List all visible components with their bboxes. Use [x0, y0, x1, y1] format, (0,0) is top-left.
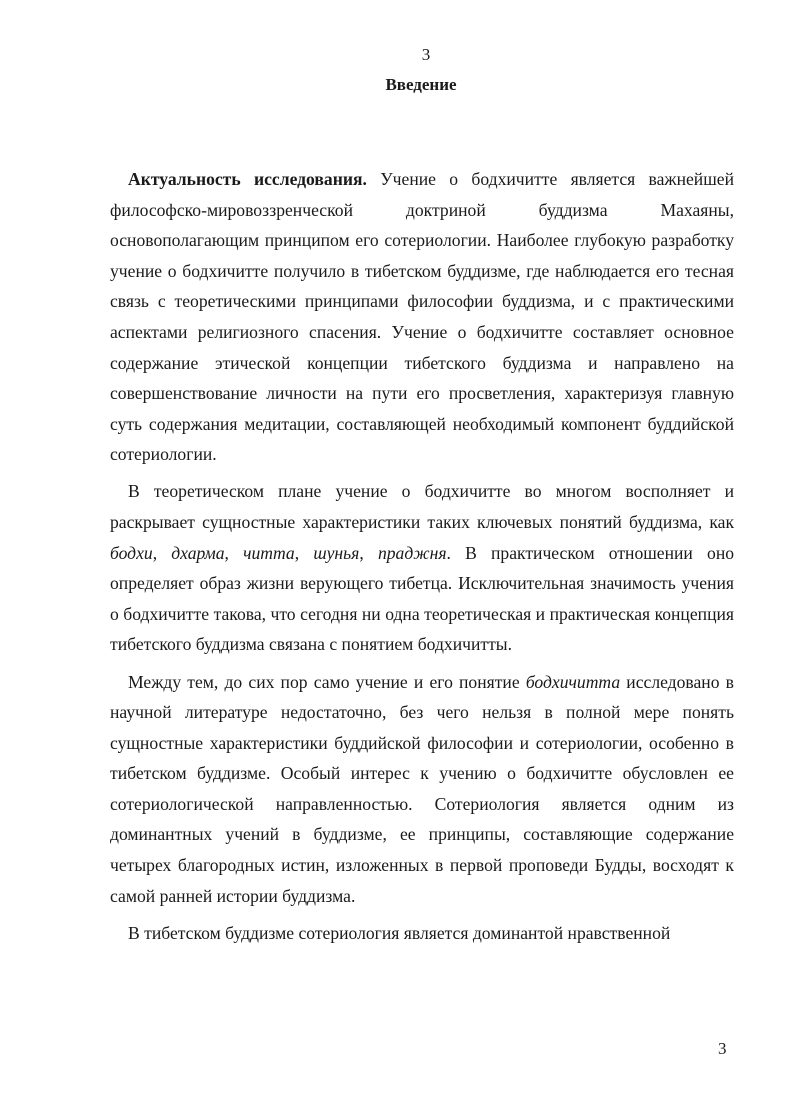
paragraph-theory [110, 476, 734, 660]
term-separator: , [294, 542, 314, 563]
term-separator: , [224, 542, 244, 563]
paragraph-research-gap [110, 667, 734, 912]
term-bodhi: бодхи [110, 542, 153, 563]
paragraph-soteriology [110, 918, 734, 949]
section-heading: Введение [385, 75, 457, 94]
term-separator: , [152, 542, 172, 563]
paragraph-text: Учение о бодхичитте является важнейшей философско-мировоззренческой доктриной буддизма Махаяны, основополагающим принципом его сотериологии. Наиболее глубокую разработку учение о бодхичитте получило в тибетском буддизме, где наблюдается его тесная связь с теоретическими принципами философии буддизма, и с практическими аспектами религиозного спасения. Учение о бодхичитте составляет основное содержание этической концепции тибетского буддизма и направлено на совершенствование личности на пути его просветления, характеризуя главную суть содержания медитации, составляющей необходимый компонент буддийской сотериологии. [110, 169, 734, 465]
term-dharma: дхарма [171, 542, 225, 563]
term-chitta: читта [243, 542, 295, 563]
term-prajna: праджня [377, 542, 447, 563]
term-separator: , [359, 542, 378, 563]
paragraph-text: исследовано в научной литературе недостаточно, без чего нельзя в полной мере понять сущностные характеристики буддийской философии и сотериологии, особенно в тибетском буддизме. Особый интерес к учению о бодхичитте обусловлен ее сотериологической направленностью. Сотериология является одним из доминантных учений в буддизме, ее принципы, составляющие содержание четырех благородных истин, изложенных в первой проповеди Будды, восходят к самой ранней истории буддизма. [110, 671, 734, 906]
paragraph-text: В тибетском буддизме сотериология является доминантой нравственной [128, 922, 671, 943]
bottom-page-number: 3 [718, 1039, 727, 1058]
paragraph-relevance [110, 164, 734, 470]
term-shunya: шунья [313, 542, 360, 563]
paragraph-text: . В практическом отношении оно определяет образ жизни верующего тибетца. Исключительная значимость учения о бодхичитте такова, что сегодня ни одна теоретическая и практическая концепция тибетского буддизма связана с понятием бодхичитты. [110, 542, 735, 655]
term-bodhichitta: бодхичитта [525, 671, 621, 692]
body-text [110, 164, 734, 955]
top-page-number: 3 [421, 45, 431, 64]
paragraph-lead: Актуальность исследования. [128, 169, 367, 189]
paragraph-text: В теоретическом плане учение о бодхичитте во многом восполняет и раскрывает сущностные характеристики таких ключевых понятий буддизма, как [110, 481, 734, 533]
paragraph-text: Между тем, до сих пор само учение и его понятие [128, 671, 526, 692]
